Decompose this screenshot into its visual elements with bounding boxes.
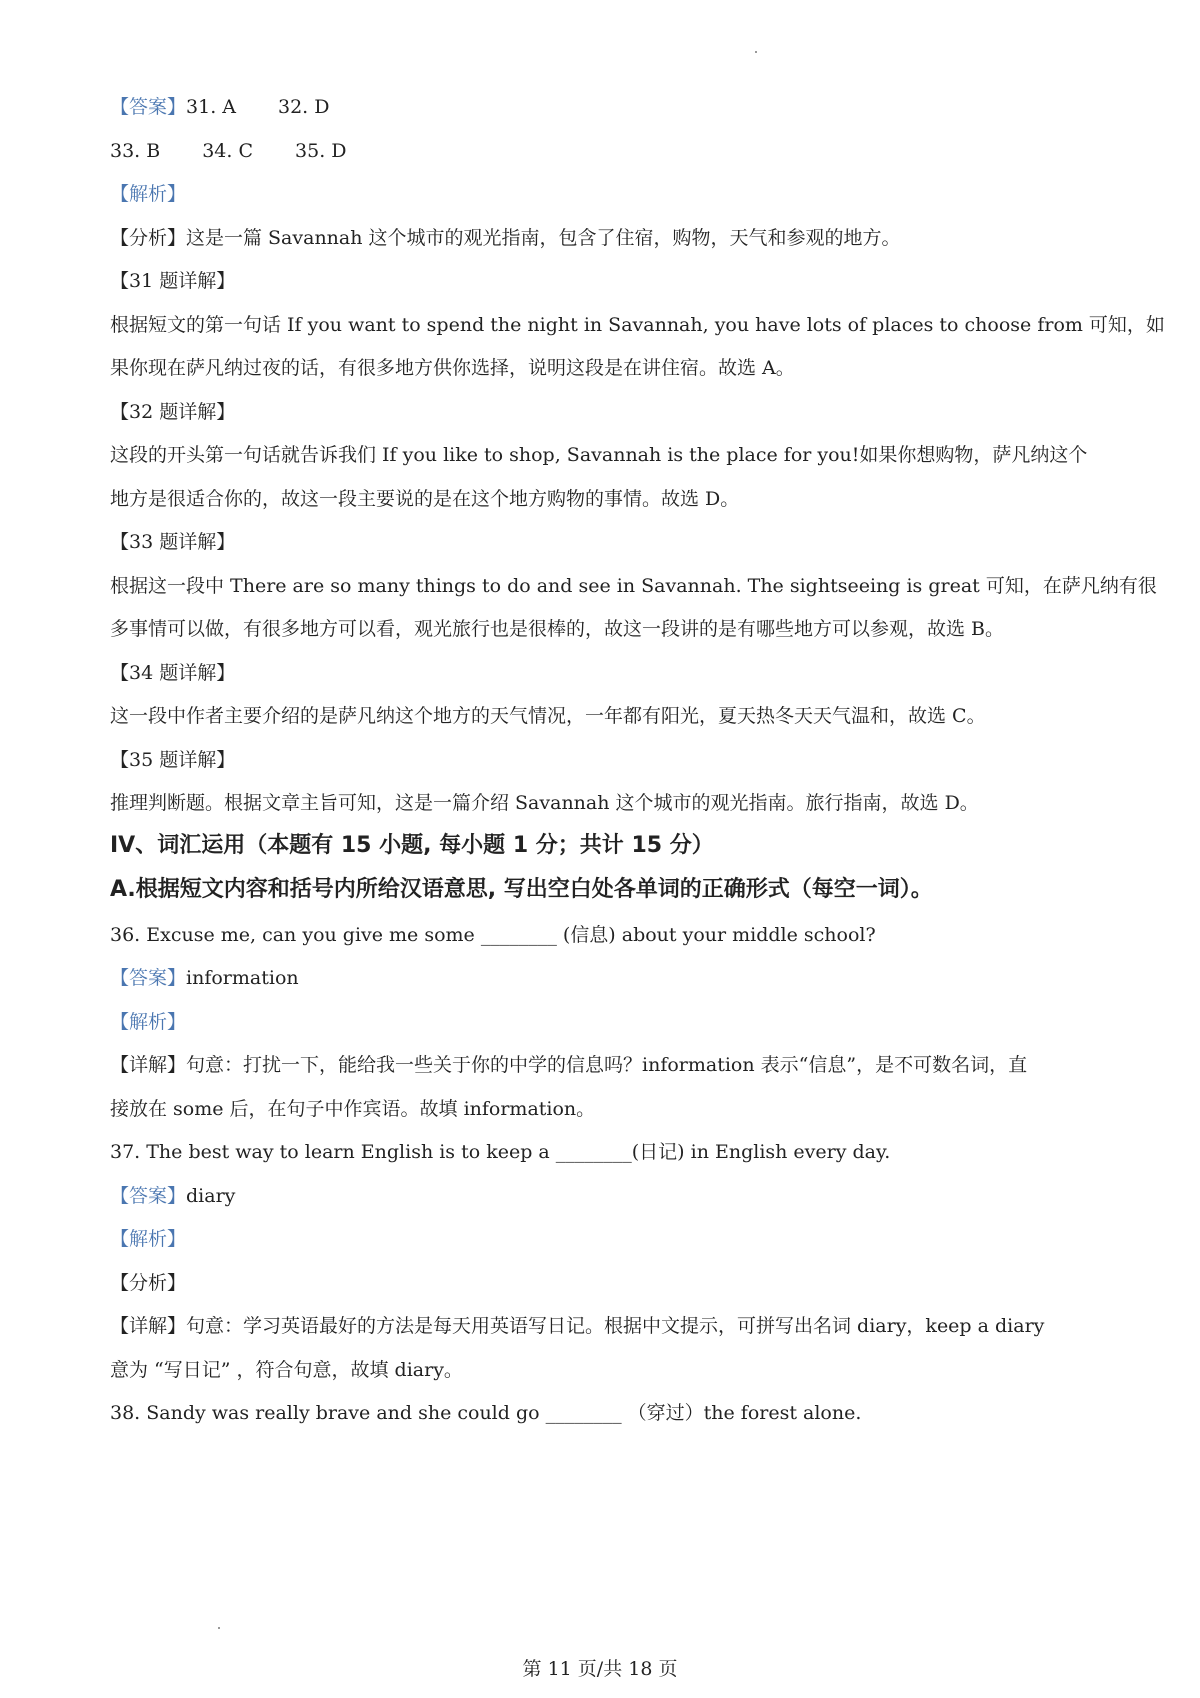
q31-line-2: 果你现在萨凡纳过夜的话，有很多地方供你选择，说明这段是在讲住宿。故选 A。: [110, 357, 795, 379]
q33-line-2: 多事情可以做，有很多地方可以看，观光旅行也是很棒的，故这一段讲的是有哪些地方可以参观，故选 B。: [110, 618, 1005, 640]
q36-answer: [110, 964, 1100, 992]
q37-answer: [110, 1182, 1100, 1210]
q31-line-1: 根据短文的第一句话 If you want to spend the night in Savannah, you have lots of places to choose from 可知，如: [110, 314, 1165, 336]
answer-35: 35. D: [295, 140, 347, 162]
section-heading: IV、词汇运用（本题有 15 小题, 每小题 1 分；共计 15 分）: [110, 833, 714, 858]
q34-line-1: 这一段中作者主要介绍的是萨凡纳这个地方的天气情况，一年都有阳光，夏天热冬天天气温和，故选 C。: [110, 705, 986, 727]
q37-analysis-tag: 【解析】: [110, 1228, 187, 1250]
answer-33: 33. B: [110, 140, 161, 162]
scan-speck: [755, 51, 757, 53]
answer-text: information: [186, 967, 299, 989]
answer-tag: 【答案】: [110, 1185, 187, 1207]
scan-speck: [218, 1627, 220, 1629]
answers-row-2: [110, 137, 1100, 165]
q36-question: 36. Excuse me, can you give me some ________ (信息) about your middle school?: [110, 924, 876, 946]
q35-title: 【35 题详解】: [110, 749, 236, 771]
answer-34: 34. C: [202, 140, 254, 162]
q36-detail-2: 接放在 some 后，在句子中作宾语。故填 information。: [110, 1098, 596, 1120]
q35-line-1: 推理判断题。根据文章主旨可知，这是一篇介绍 Savannah 这个城市的观光指南。旅行指南，故选 D。: [110, 792, 979, 814]
q34-title: 【34 题详解】: [110, 662, 236, 684]
answer-32: 32. D: [278, 96, 330, 118]
analysis-tag: 【解析】: [110, 183, 187, 205]
answer-tag: 【答案】: [110, 96, 187, 118]
q37-analysis-sub: 【分析】: [110, 1272, 187, 1294]
q37-detail-1: 【详解】句意：学习英语最好的方法是每天用英语写日记。根据中文提示，可拼写出名词 diary，keep a diary: [110, 1315, 1045, 1337]
q37-question: 37. The best way to learn English is to keep a ________(日记) in English every day.: [110, 1141, 891, 1163]
q33-title: 【33 题详解】: [110, 531, 236, 553]
answer-31: 31. A: [186, 96, 236, 118]
answer-tag: 【答案】: [110, 967, 187, 989]
q36-analysis-tag: 【解析】: [110, 1011, 187, 1033]
q32-line-2: 地方是很适合你的，故这一段主要说的是在这个地方购物的事情。故选 D。: [110, 488, 740, 510]
section-sub-heading: A.根据短文内容和括号内所给汉语意思, 写出空白处各单词的正确形式（每空一词）。: [110, 877, 933, 902]
q37-detail-2: 意为 “写日记” ，符合句意，故填 diary。: [110, 1359, 463, 1381]
q32-line-1: 这段的开头第一句话就告诉我们 If you like to shop, Savannah is the place for you!如果你想购物，萨凡纳这个: [110, 444, 1088, 466]
q33-line-1: 根据这一段中 There are so many things to do and see in Savannah. The sightseeing is great 可知，在萨凡纳有很: [110, 575, 1157, 597]
page-footer: 第 11 页/共 18 页: [522, 1658, 678, 1680]
q31-title: 【31 题详解】: [110, 270, 236, 292]
overview: 【分析】这是一篇 Savannah 这个城市的观光指南，包含了住宿，购物，天气和参观的地方。: [110, 227, 901, 249]
answers-row-1: [110, 93, 1100, 121]
answer-text: diary: [186, 1185, 236, 1207]
q38-question: 38. Sandy was really brave and she could go ________ （穿过）the forest alone.: [110, 1402, 862, 1424]
q36-detail-1: 【详解】句意：打扰一下，能给我一些关于你的中学的信息吗？information 表示“信息”，是不可数名词，直: [110, 1054, 1028, 1076]
q32-title: 【32 题详解】: [110, 401, 236, 423]
